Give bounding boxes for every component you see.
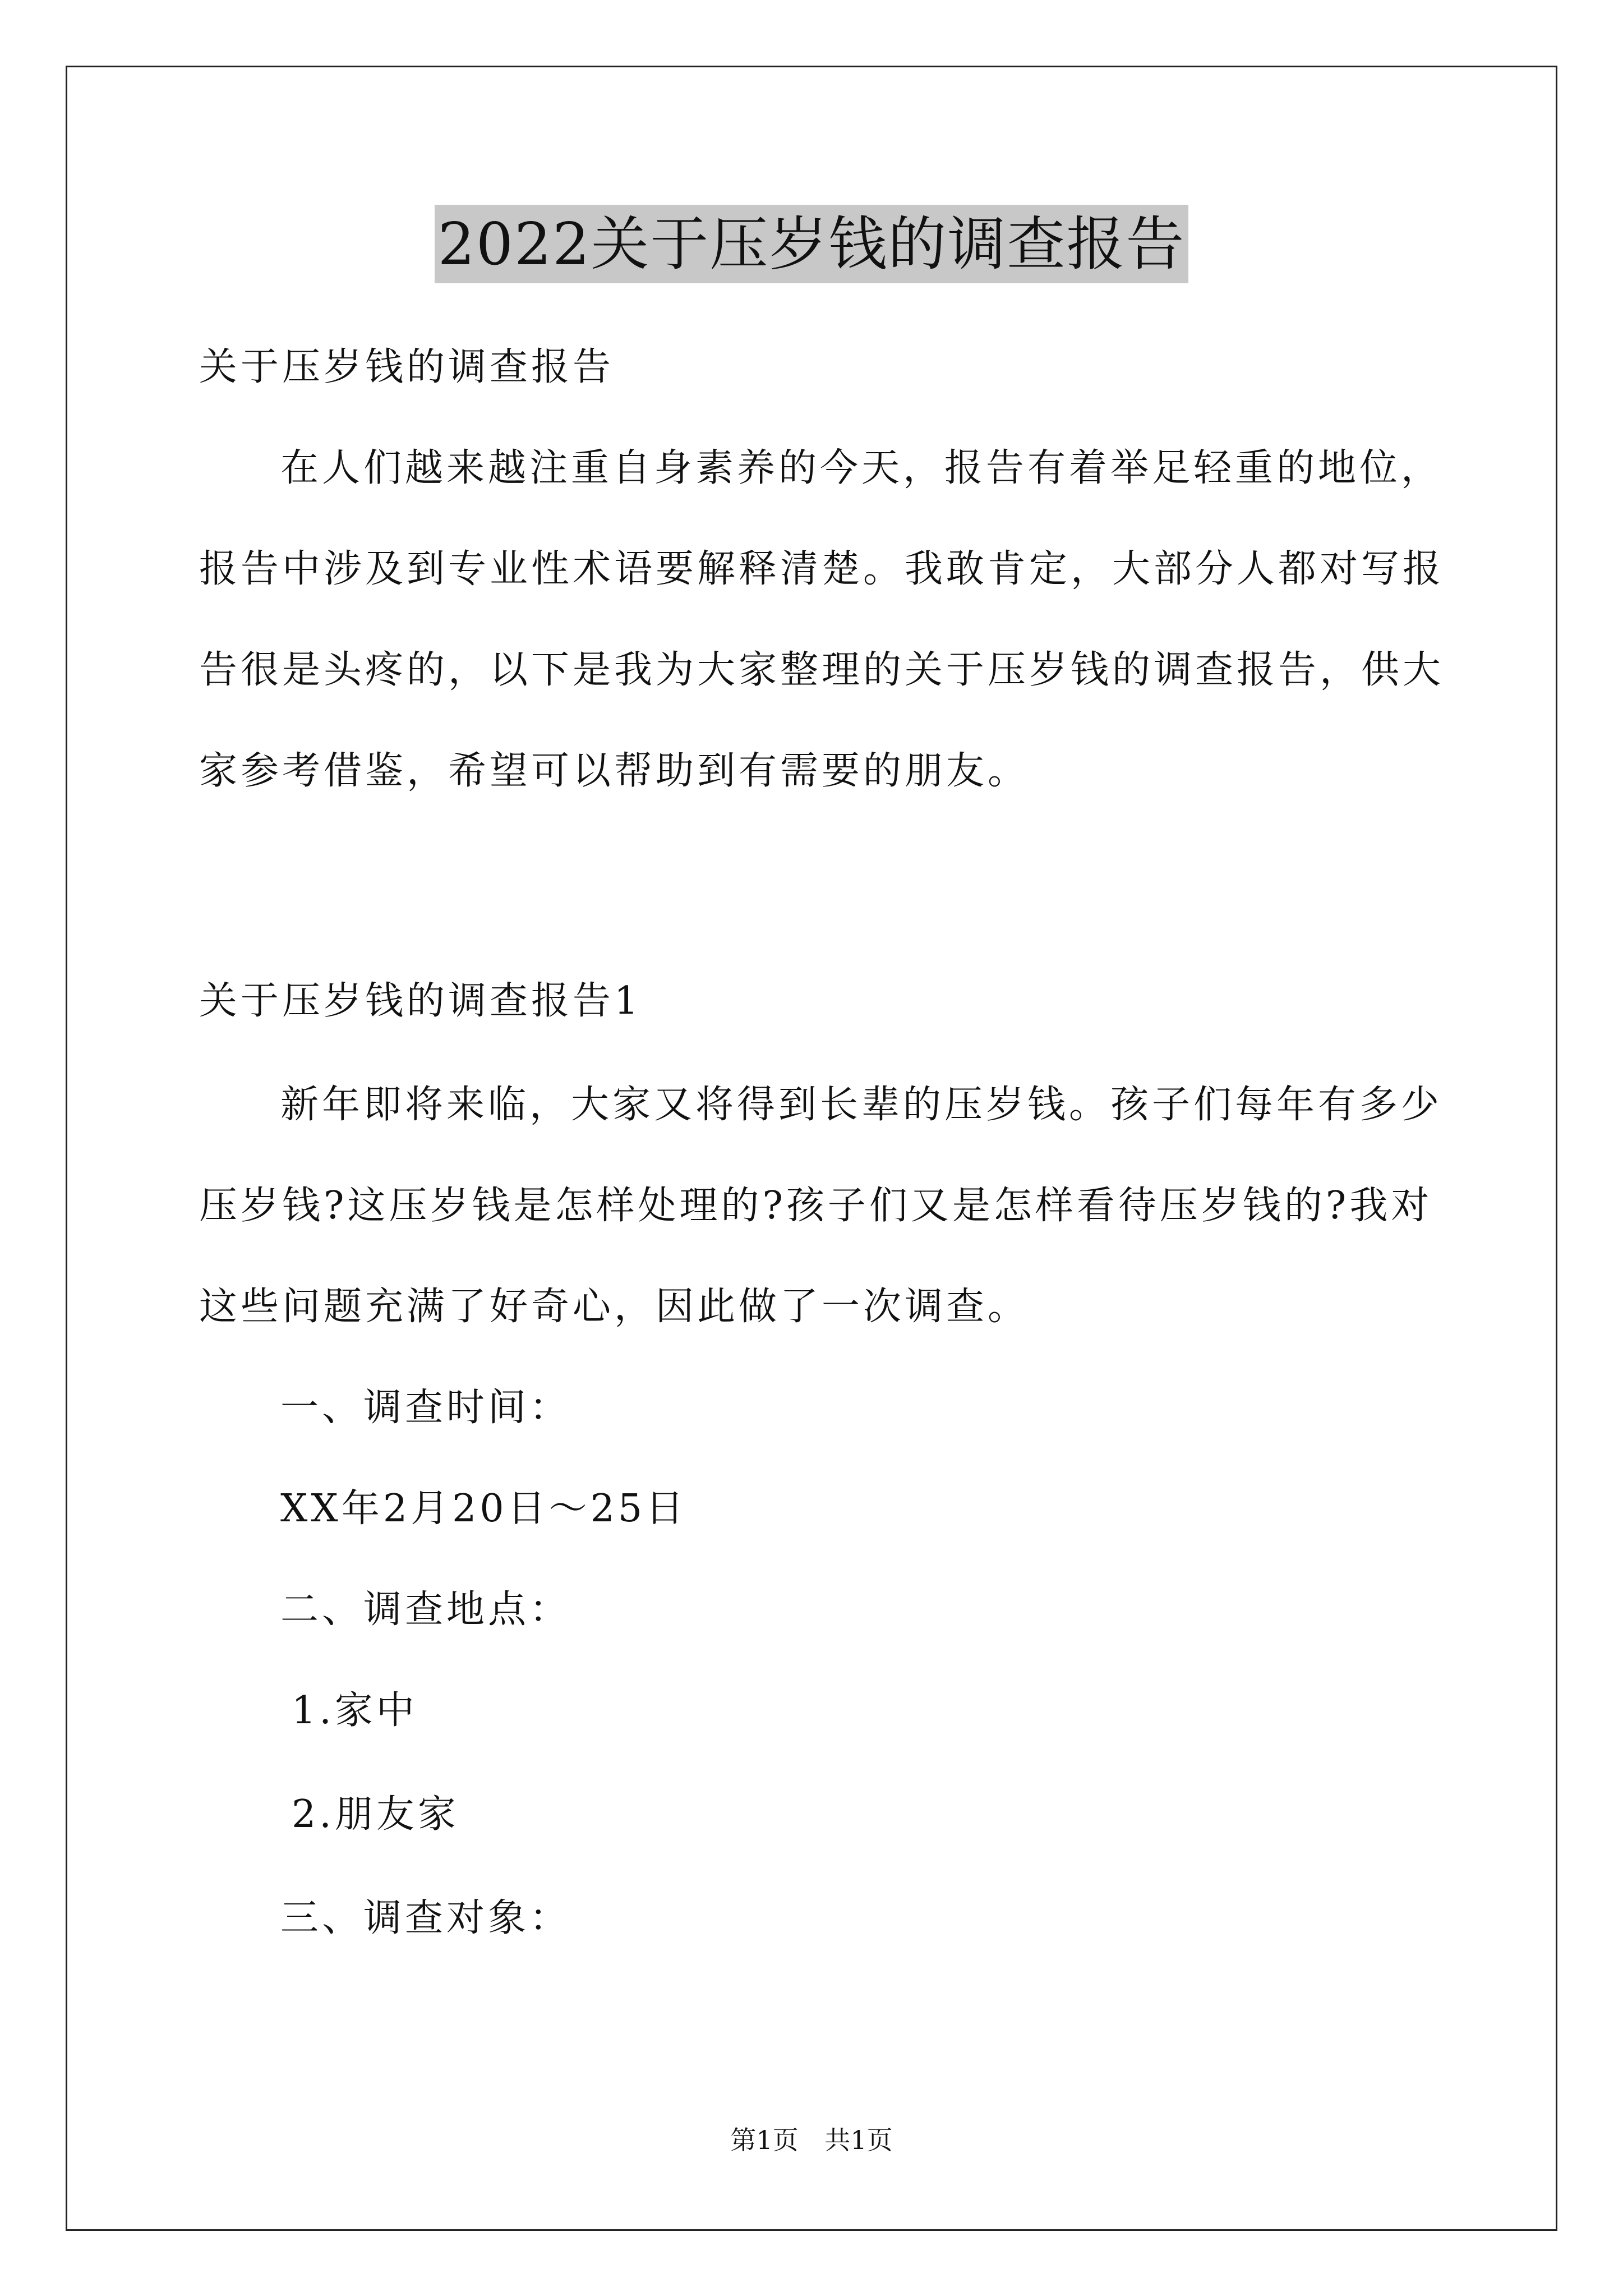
list-item: XX年2月20日～25日 <box>280 1487 688 1531</box>
page-footer <box>0 2123 1623 2157</box>
paragraph-line: 告很是头疼的，以下是我为大家整理的关于压岁钱的调查报告，供大 <box>199 648 1445 692</box>
paragraph-line: 家参考借鉴，希望可以帮助到有需要的朋友。 <box>199 749 1030 793</box>
paragraph-line: 压岁钱?这压岁钱是怎样处理的?孩子们又是怎样看待压岁钱的?我对 <box>199 1184 1433 1228</box>
paragraph-line: 新年即将来临，大家又将得到长辈的压岁钱。孩子们每年有多少 <box>280 1083 1443 1127</box>
paragraph-line: 这些问题充满了好奇心，因此做了一次调查。 <box>199 1285 1030 1329</box>
list-heading: 二、调查地点： <box>280 1588 571 1632</box>
list-item: 2.朋友家 <box>292 1792 459 1837</box>
page-total: 共1页 <box>824 2125 893 2155</box>
document-title: 2022关于压岁钱的调查报告 <box>435 205 1189 283</box>
subtitle-line: 关于压岁钱的调查报告 <box>199 345 615 389</box>
paragraph-line: 报告中涉及到专业性术语要解释清楚。我敢肯定，大部分人都对写报 <box>199 547 1445 591</box>
section-heading: 关于压岁钱的调查报告1 <box>199 979 642 1023</box>
list-item: 1.家中 <box>292 1688 418 1733</box>
page-number: 第1页 <box>730 2125 799 2155</box>
title-container <box>0 205 1623 283</box>
list-heading: 一、调查时间： <box>280 1386 571 1430</box>
list-heading: 三、调查对象： <box>280 1896 571 1940</box>
paragraph-line: 在人们越来越注重自身素养的今天，报告有着举足轻重的地位， <box>280 446 1443 490</box>
